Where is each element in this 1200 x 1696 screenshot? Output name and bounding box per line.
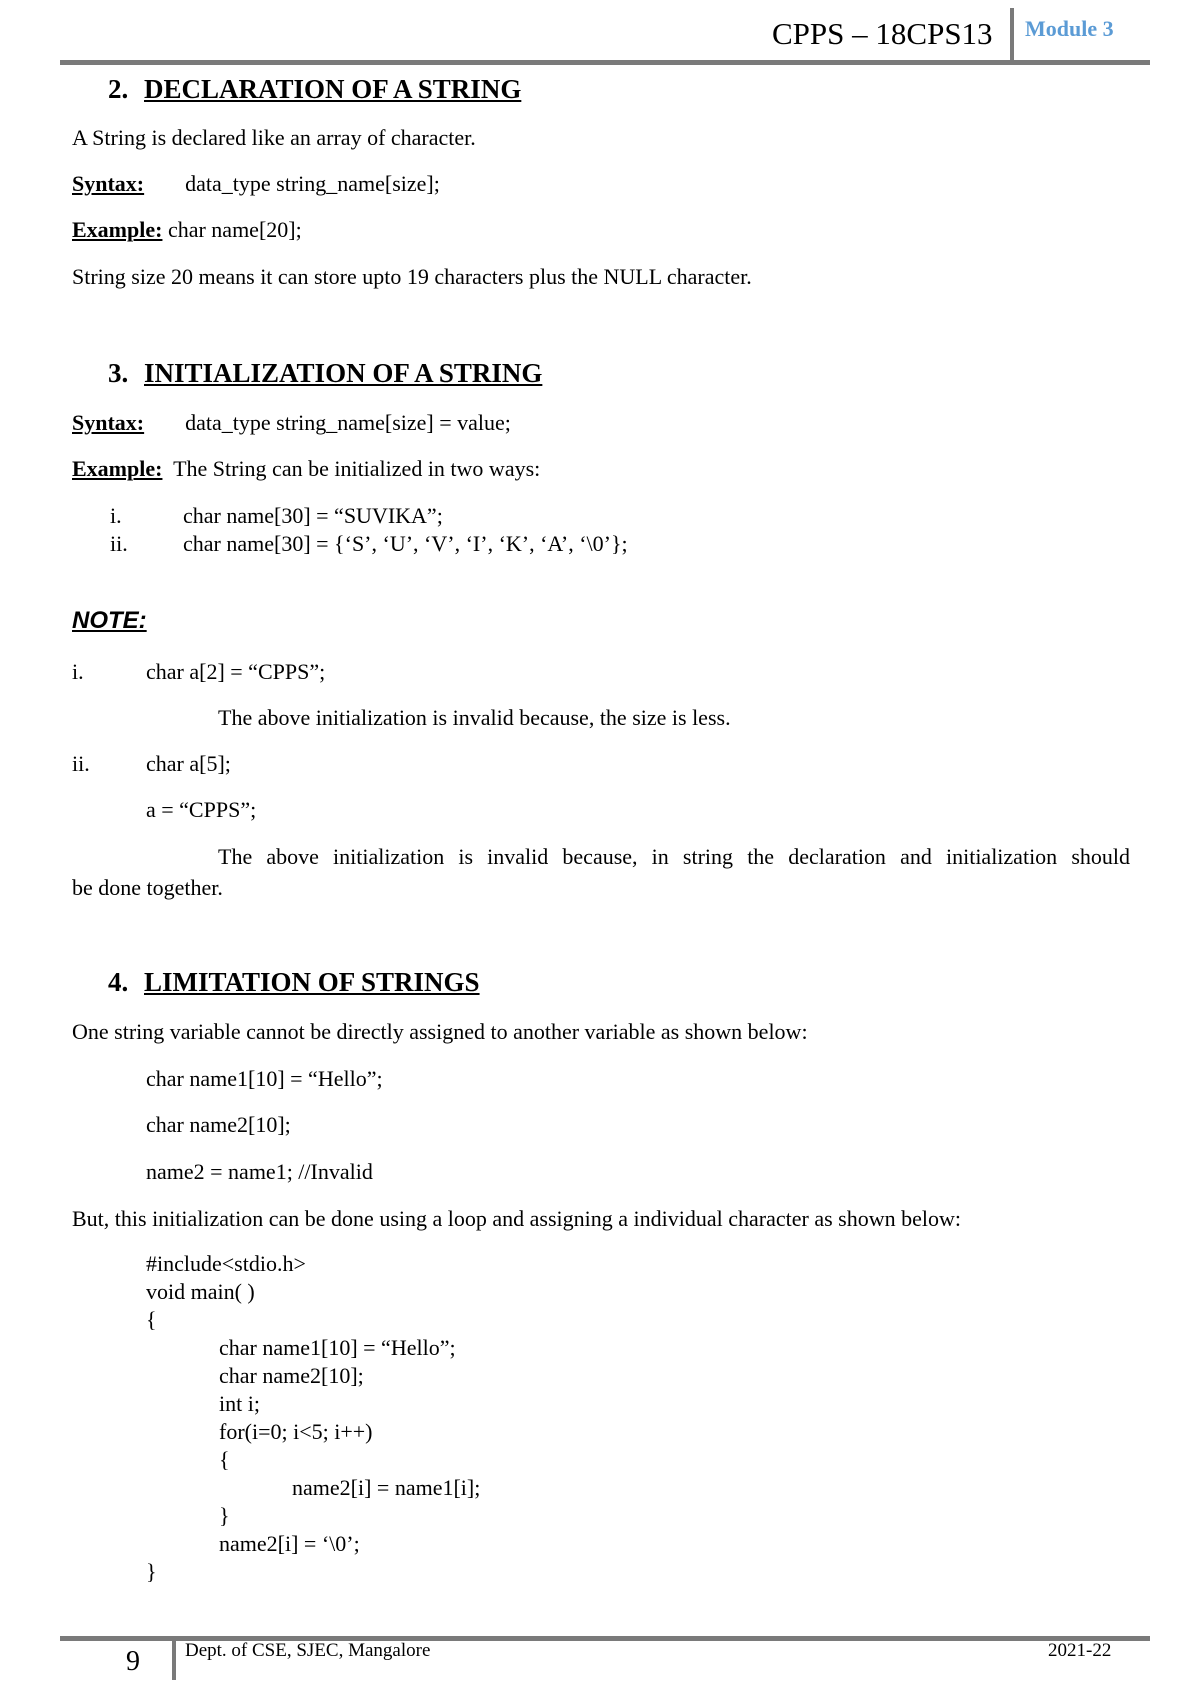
section-2-intro: A String is declared like an array of character. (72, 125, 476, 150)
header-divider (1010, 8, 1014, 60)
section-4-title: LIMITATION OF STRINGS (144, 967, 480, 997)
program-line: } (219, 1503, 230, 1528)
note-item-num: i. (72, 659, 84, 684)
footer-year: 2021-22 (1048, 1640, 1112, 1661)
program-line: } (146, 1559, 157, 1584)
section-4-intro: One string variable cannot be directly assigned to another variable as shown below: (72, 1019, 808, 1044)
init-item-num: ii. (110, 531, 128, 556)
program-line: void main( ) (146, 1279, 255, 1304)
init-item-code: char name[30] = {‘S’, ‘U’, ‘V’, ‘I’, ‘K’, ‘A’, ‘\0’}; (183, 531, 628, 556)
program-line: name2[i] = name1[i]; (292, 1475, 481, 1500)
code-line: name2 = name1; //Invalid (146, 1159, 373, 1184)
syntax-value: data_type string_name[size] = value; (185, 410, 511, 435)
example-value: char name[20]; (167, 217, 302, 242)
section-4-heading (108, 965, 480, 999)
note-label: NOTE: (72, 607, 147, 634)
code-line: char name2[10]; (146, 1112, 291, 1137)
example-label: Example: (72, 456, 163, 481)
header-title: CPPS – 18CPS13 (772, 16, 993, 51)
example-value: The String can be initialized in two ways: (173, 456, 541, 481)
program-line: { (219, 1447, 230, 1472)
note-item-explain: The above initialization is invalid because, in string the declaration and initialization should (218, 844, 1130, 869)
header-rule (60, 60, 1150, 65)
syntax-value: data_type string_name[size]; (185, 171, 440, 196)
section-2-explain: String size 20 means it can store upto 19 characters plus the NULL character. (72, 264, 752, 289)
section-2-title: DECLARATION OF A STRING (144, 74, 522, 104)
program-line: int i; (219, 1391, 260, 1416)
init-item-code: char name[30] = “SUVIKA”; (183, 503, 443, 528)
section-4-number: 4. (108, 967, 129, 997)
section-3-example (72, 455, 540, 483)
note-item-code: char a[2] = “CPPS”; (146, 659, 326, 684)
example-label: Example: (72, 217, 163, 242)
program-line: for(i=0; i<5; i++) (219, 1419, 373, 1444)
section-2-example (72, 216, 302, 244)
section-3-title: INITIALIZATION OF A STRING (144, 358, 543, 388)
section-3-syntax (72, 409, 511, 437)
header-module: Module 3 (1025, 16, 1114, 41)
program-line: { (146, 1307, 157, 1332)
program-line: name2[i] = ‘\0’; (219, 1531, 360, 1556)
section-2-syntax (72, 170, 440, 198)
footer-divider (172, 1638, 176, 1680)
program-line: char name2[10]; (219, 1363, 364, 1388)
note-item-code: a = “CPPS”; (146, 797, 257, 822)
note-item-explain-cont: be done together. (72, 875, 223, 900)
init-item-num: i. (110, 503, 122, 528)
program-line: #include<stdio.h> (146, 1251, 306, 1276)
note-item-code: char a[5]; (146, 751, 231, 776)
syntax-label: Syntax: (72, 410, 145, 435)
section-2-heading (108, 72, 521, 106)
section-3-number: 3. (108, 358, 129, 388)
page-number: 9 (126, 1646, 140, 1677)
syntax-label: Syntax: (72, 171, 145, 196)
section-3-heading (108, 356, 542, 390)
note-item-num: ii. (72, 751, 90, 776)
program-line: char name1[10] = “Hello”; (219, 1335, 456, 1360)
section-4-but: But, this initialization can be done using a loop and assigning a individual character as shown below: (72, 1206, 961, 1231)
note-item-explain: The above initialization is invalid because, the size is less. (218, 705, 731, 730)
code-line: char name1[10] = “Hello”; (146, 1066, 383, 1091)
footer-dept: Dept. of CSE, SJEC, Mangalore (185, 1640, 431, 1661)
section-2-number: 2. (108, 74, 129, 104)
